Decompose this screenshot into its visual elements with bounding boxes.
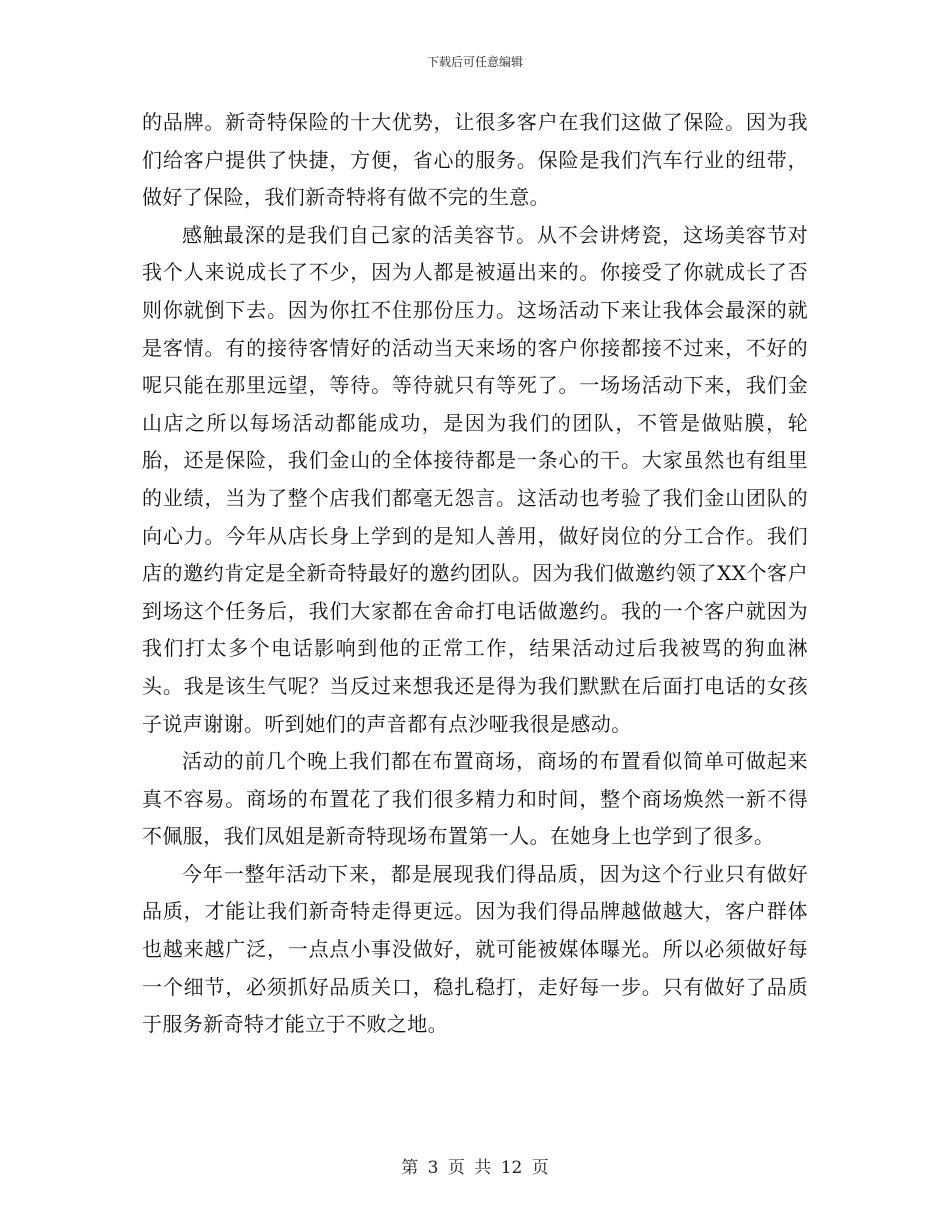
page-header-note: 下载后可任意编辑 xyxy=(426,55,523,69)
paragraph-3: 活动的前几个晚上我们都在布置商场，商场的布置看似简单可做起来真不容易。商场的布置花了我们很多精力和时间，整个商场焕然一新不得不佩服，我们凤姐是新奇特现场布置第一人。在她身上也学到了很多。 xyxy=(142,749,808,849)
paragraph-1: 的品牌。新奇特保险的十大优势，让很多客户在我们这做了保险。因为我们给客户提供了快捷，方便，省心的服务。保险是我们汽车行业的纽带，做好了保险，我们新奇特将有做不完的生意。 xyxy=(142,110,808,210)
paragraph-4: 今年一整年活动下来，都是展现我们得品质，因为这个行业只有做好品质，才能让我们新奇特走得更远。因为我们得品牌越做越大，客户群体也越来越广泛，一点点小事没做好，就可能被媒体曝光。所以必须做好每一个细节，必须抓好品质关口，稳扎稳打，走好每一步。只有做好了品质于服务新奇特才能立于不败之地。 xyxy=(142,861,808,1037)
paragraph-2: 感触最深的是我们自己家的活美容节。从不会讲烤瓷，这场美容节对我个人来说成长了不少，因为人都是被逼出来的。你接受了你就成长了否则你就倒下去。因为你扛不住那份压力。这场活动下来让我体会最深的就是客情。有的接待客情好的活动当天来场的客户你接都接不过来，不好的呢只能在那里远望，等待。等待就只有等死了。一场场活动下来，我们金山店之所以每场活动都能成功，是因为我们的团队，不管是做贴膜，轮胎，还是保险，我们金山的全体接待都是一条心的干。大家虽然也有组里的业绩，当为了整个店我们都毫无怨言。这活动也考验了我们金山团队的向心力。今年从店长身上学到的是知人善用，做好岗位的分工合作。我们店的邀约肯定是全新奇特最好的邀约团队。因为我们做邀约领了XX个客户到场这个任务后，我们大家都在舍命打电话做邀约。我的一个客户就因为我们打太多个电话影响到他的正常工作，结果活动过后我被骂的狗血淋头。我是该生气呢？当反过来想我还是得为我们默默在后面打电话的女孩子说声谢谢。听到她们的声音都有点沙哑我很是感动。 xyxy=(142,222,808,736)
page-number-footer: 第 3 页 共 12 页 xyxy=(401,1158,549,1178)
document-body xyxy=(142,104,808,1044)
